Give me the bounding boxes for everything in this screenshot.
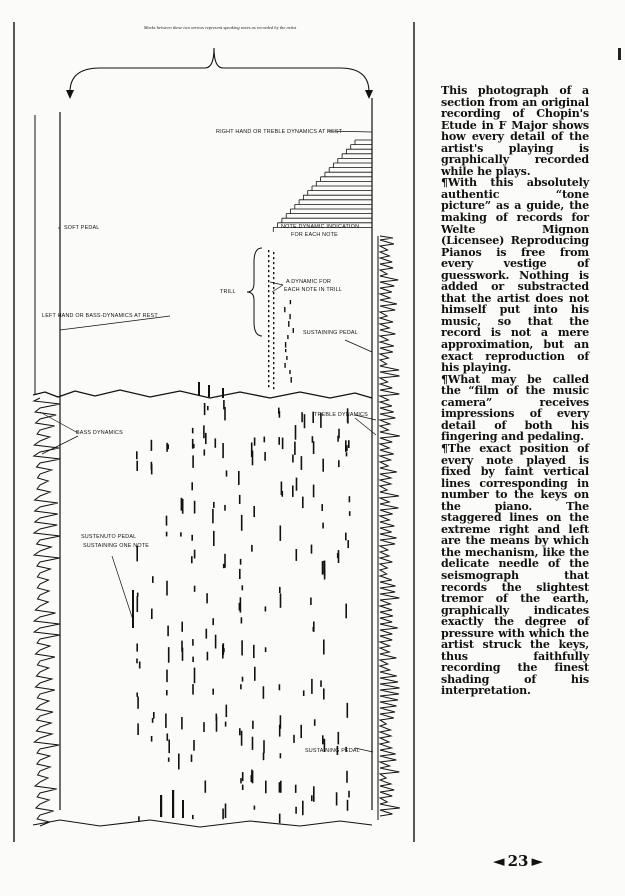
top-brace [70, 48, 369, 92]
left-dynamics-trace [34, 398, 61, 826]
paragraph-position: ¶The exact position of every note played is fixed by faint vertical lines corresponding in number to the keys on the piano. The staggered lines on the extreme right and left are the means by which the mechanism, like the delicate needle of the seismograph that records the slightest tremor of the earth, graphically indicates exactly the degree of pressure with which the artist struck the keys, thus faithfully recording the finest shading of his interpretation. [441, 441, 589, 698]
label-trill-dynamic-2: EACH NOTE IN TRILL [284, 287, 343, 293]
brace-right-arrow [365, 90, 373, 99]
page-folio [488, 852, 548, 870]
page-number: 23 [507, 852, 529, 870]
label-sustenuto-pedal-2: SUSTAINING ONE NOTE [83, 543, 149, 549]
label-trill: TRILL [220, 289, 236, 295]
treble-dynamics-steps [273, 140, 372, 232]
roll-break-line [33, 390, 372, 398]
label-left-hand-dynamics: LEFT HAND OR BASS-DYNAMICS AT REST [42, 313, 158, 319]
label-soft-pedal: SOFT PEDAL [64, 225, 100, 231]
label-note-dynamic-2: FOR EACH NOTE [291, 232, 338, 238]
right-dynamics-trace [380, 236, 400, 816]
folio-right-ornament: ► [531, 852, 543, 870]
label-sustaining-pedal-1: SUSTAINING PEDAL [303, 330, 358, 336]
paragraph-tone-picture: ¶With this absolutely authentic “tone picture” as a guide, the making of records for Welte Mignon (Licensee) Reproducing Pianos is free from every vestige of guesswork. Nothing is added or substracted that the artist does not himself put into his music, so that the record is not a mere approximation, but an exact reproduction of his playing. [441, 176, 589, 375]
label-note-dynamic: NOTE DYNAMIC INDICATION [281, 224, 360, 230]
paragraph-film: ¶What may be called the “film of the music camera” receives impressions of every detail of both his fingering and pedaling. [441, 372, 589, 444]
top-caption: Marks between these two arrows represent speaking notes as recorded by the artist [143, 25, 297, 30]
label-right-hand-dynamics: RIGHT HAND OR TREBLE DYNAMICS AT REST [216, 129, 343, 135]
brace-left-arrow [66, 90, 74, 99]
folio-left-ornament: ◄ [493, 852, 505, 870]
description-text [441, 85, 589, 697]
paragraph-intro: This photograph of a section from an original recording of Chopin's Etude in F Major shows how every detail of the artist's playing is graphically recorded while he plays. [441, 84, 589, 178]
label-trill-dynamic: A DYNAMIC FOR [286, 279, 332, 285]
label-sustenuto-pedal: SUSTENUTO PEDAL [81, 534, 137, 540]
trill-bracket [247, 248, 262, 336]
label-sustaining-pedal-2: SUSTAINING PEDAL [305, 748, 360, 754]
roll-bottom-edge [33, 820, 372, 827]
label-bass-dynamics: BASS DYNAMICS [76, 430, 123, 436]
edge-mark [618, 48, 621, 60]
label-treble-dynamics: TREBLE DYNAMICS [314, 412, 368, 418]
